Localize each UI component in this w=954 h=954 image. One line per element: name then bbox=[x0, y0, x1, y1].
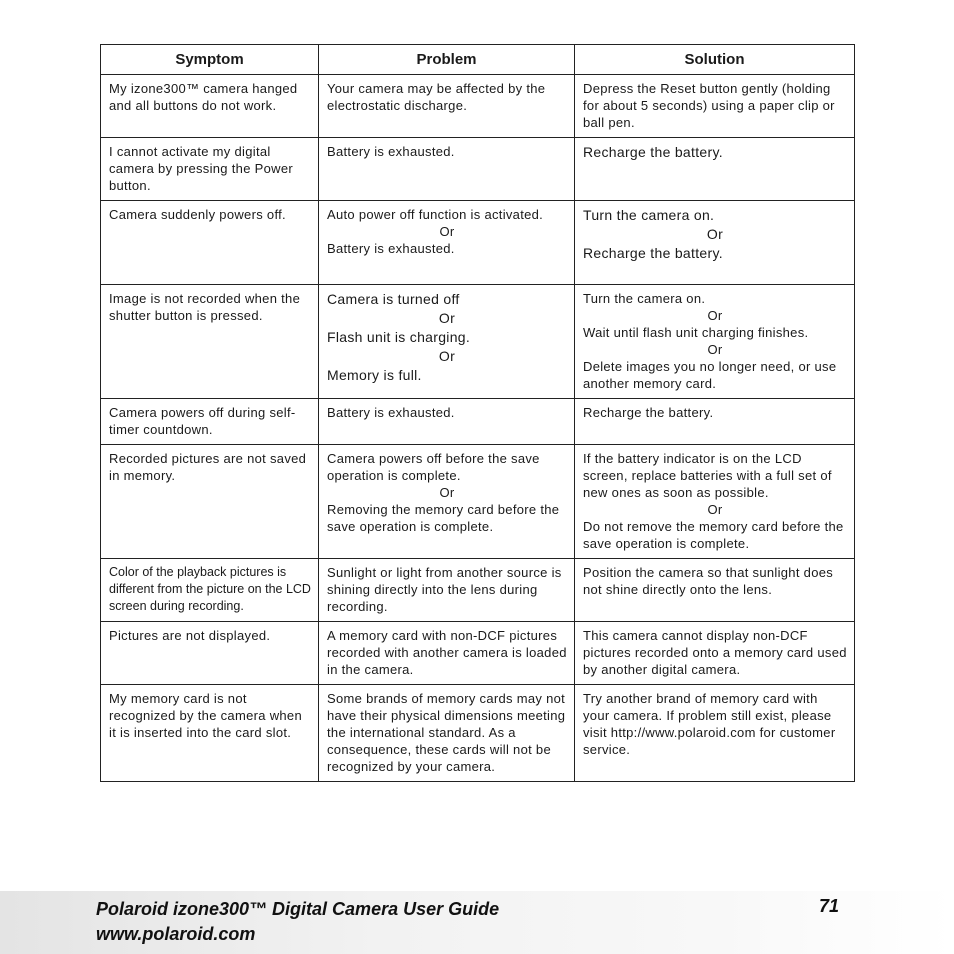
problem-text: Removing the memory card before the save operation is complete. bbox=[327, 502, 560, 534]
problem-text: Battery is exhausted. bbox=[327, 144, 455, 159]
footer-title: Polaroid izone300™ Digital Camera User Guide bbox=[96, 899, 500, 919]
or-separator: Or bbox=[439, 224, 455, 239]
or-separator: Or bbox=[707, 502, 723, 517]
solution-cell bbox=[575, 622, 855, 685]
problem-text: Camera powers off before the save operation is complete. bbox=[327, 451, 540, 483]
solution-text: Turn the camera on. bbox=[583, 207, 715, 223]
problem-cell bbox=[319, 559, 575, 622]
solution-cell bbox=[575, 559, 855, 622]
symptom-cell: My izone300™ camera hanged and all buttons do not work. bbox=[101, 75, 319, 138]
symptom-cell: I cannot activate my digital camera by pressing the Power button. bbox=[101, 138, 319, 201]
symptom-cell: Color of the playback pictures is different from the picture on the LCD screen during recording. bbox=[101, 559, 319, 622]
symptom-cell: Recorded pictures are not saved in memory. bbox=[101, 445, 319, 559]
or-separator: Or bbox=[438, 348, 456, 364]
or-separator: Or bbox=[707, 308, 723, 323]
solution-text: Recharge the battery. bbox=[583, 245, 723, 261]
problem-text: Sunlight or light from another source is shining directly into the lens during recording. bbox=[327, 565, 562, 614]
problem-text: Some brands of memory cards may not have their physical dimensions meeting the international standard. As a consequence, these cards will not be recognized by your camera. bbox=[327, 691, 566, 774]
problem-text: A memory card with non-DCF pictures recorded with another camera is loaded in the camera. bbox=[327, 628, 567, 677]
solution-text: This camera cannot display non-DCF pictures recorded onto a memory card used by another digital camera. bbox=[583, 628, 847, 677]
solution-text: Turn the camera on. bbox=[583, 291, 706, 306]
solution-text: Wait until flash unit charging finishes. bbox=[583, 325, 809, 340]
table-row bbox=[101, 559, 855, 622]
problem-cell bbox=[319, 75, 575, 138]
solution-text: If the battery indicator is on the LCD screen, replace batteries with a full set of new ones as soon as possible. bbox=[583, 451, 832, 500]
table-row bbox=[101, 445, 855, 559]
solution-cell bbox=[575, 685, 855, 782]
footer-url: www.polaroid.com bbox=[96, 924, 256, 944]
problem-cell bbox=[319, 622, 575, 685]
symptom-cell: Image is not recorded when the shutter button is pressed. bbox=[101, 285, 319, 399]
solution-text: Delete images you no longer need, or use another memory card. bbox=[583, 359, 837, 391]
problem-text: Memory is full. bbox=[327, 367, 422, 383]
problem-text: Battery is exhausted. bbox=[327, 241, 455, 256]
table-row bbox=[101, 201, 855, 285]
solution-text: Recharge the battery. bbox=[583, 144, 723, 160]
solution-cell bbox=[575, 445, 855, 559]
solution-cell bbox=[575, 399, 855, 445]
header-problem: Problem bbox=[319, 45, 575, 75]
header-solution: Solution bbox=[575, 45, 855, 75]
problem-cell bbox=[319, 138, 575, 201]
problem-text: Flash unit is charging. bbox=[327, 329, 471, 345]
solution-text: Depress the Reset button gently (holding for about 5 seconds) using a paper clip or ball pen. bbox=[583, 81, 835, 130]
problem-cell bbox=[319, 285, 575, 399]
page-number: 71 bbox=[819, 896, 840, 916]
solution-cell bbox=[575, 285, 855, 399]
problem-cell bbox=[319, 445, 575, 559]
problem-text: Camera is turned off bbox=[327, 291, 460, 307]
solution-cell bbox=[575, 75, 855, 138]
or-separator: Or bbox=[439, 485, 455, 500]
header-symptom: Symptom bbox=[101, 45, 319, 75]
problem-cell bbox=[319, 685, 575, 782]
solution-text: Recharge the battery. bbox=[583, 405, 714, 420]
symptom-cell: Pictures are not displayed. bbox=[101, 622, 319, 685]
page-footer bbox=[0, 891, 954, 954]
table-row bbox=[101, 685, 855, 782]
solution-text: Do not remove the memory card before the save operation is complete. bbox=[583, 519, 844, 551]
solution-text: Try another brand of memory card with your camera. If problem still exist, please visit http://www.polaroid.com for customer service. bbox=[583, 691, 836, 757]
troubleshooting-table bbox=[100, 44, 855, 782]
problem-text: Battery is exhausted. bbox=[327, 405, 455, 420]
solution-cell bbox=[575, 138, 855, 201]
problem-text: Auto power off function is activated. bbox=[327, 207, 544, 222]
or-separator: Or bbox=[706, 226, 724, 242]
solution-cell bbox=[575, 201, 855, 285]
table-header-row bbox=[101, 45, 855, 75]
symptom-cell: My memory card is not recognized by the camera when it is inserted into the card slot. bbox=[101, 685, 319, 782]
problem-cell bbox=[319, 201, 575, 285]
table-row bbox=[101, 138, 855, 201]
solution-text: Position the camera so that sunlight does not shine directly onto the lens. bbox=[583, 565, 834, 597]
table-row bbox=[101, 75, 855, 138]
symptom-cell: Camera suddenly powers off. bbox=[101, 201, 319, 285]
symptom-cell: Camera powers off during self-timer countdown. bbox=[101, 399, 319, 445]
problem-cell bbox=[319, 399, 575, 445]
problem-text: Your camera may be affected by the electrostatic discharge. bbox=[327, 81, 546, 113]
or-separator: Or bbox=[707, 342, 723, 357]
table-row bbox=[101, 285, 855, 399]
or-separator: Or bbox=[438, 310, 456, 326]
table-row bbox=[101, 622, 855, 685]
table-row bbox=[101, 399, 855, 445]
